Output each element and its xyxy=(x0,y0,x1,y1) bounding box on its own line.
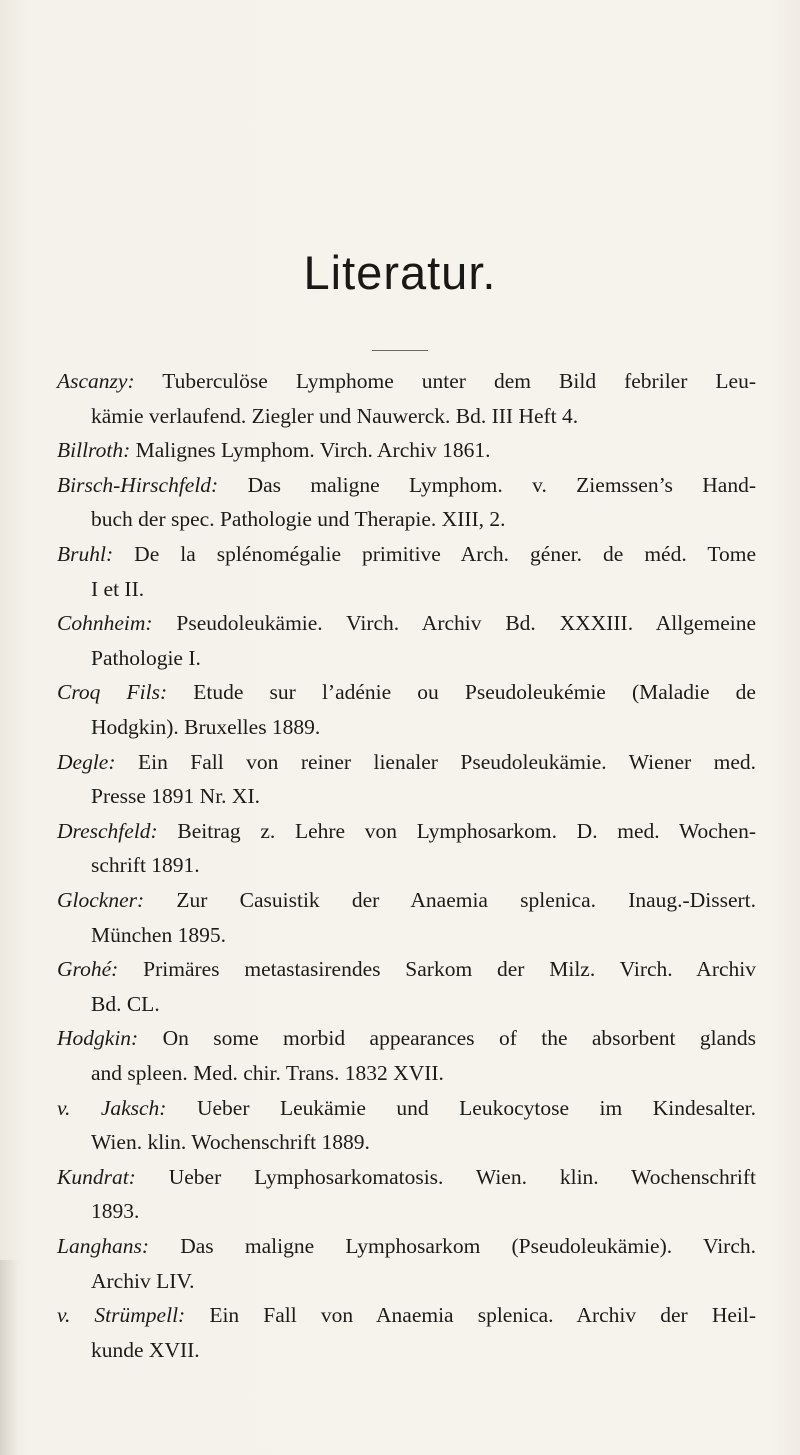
entry-text: buch der spec. Pathologie und Therapie. XIII, 2. xyxy=(91,507,506,532)
entry-first-line xyxy=(57,368,756,395)
entry-author: Birsch-Hirschfeld: xyxy=(57,472,219,497)
entry-first-line xyxy=(57,610,756,637)
entry-text: kunde XVII. xyxy=(91,1337,200,1362)
entry-continuation-line xyxy=(91,1060,444,1087)
entry-continuation-line xyxy=(91,922,226,949)
entry-continuation-line xyxy=(91,403,578,430)
entry-continuation-line xyxy=(91,506,506,533)
entry-text: 1893. xyxy=(91,1199,140,1224)
entry-author: Langhans: xyxy=(57,1234,149,1258)
entry-continuation-line xyxy=(91,1129,370,1156)
entry-text: Wien. klin. Wochenschrift 1889. xyxy=(91,1130,370,1155)
entry-first-line xyxy=(57,956,756,983)
entry-first-line xyxy=(57,541,756,568)
entry-text: Presse 1891 Nr. XI. xyxy=(91,784,260,809)
entry-text: and spleen. Med. chir. Trans. 1832 XVII. xyxy=(91,1060,444,1085)
entry-text: I et II. xyxy=(91,576,145,601)
entry-author: Ascanzy: xyxy=(57,369,135,393)
entry-continuation-line xyxy=(91,714,320,741)
entry-author: Hodgkin: xyxy=(57,1026,139,1051)
entry-continuation-line xyxy=(91,991,160,1018)
entry-text: Malignes Lymphom. Virch. Archiv 1861. xyxy=(135,438,491,463)
entry-first-line xyxy=(57,472,756,499)
entry-text: Zur Casuistik der Anaemia splenica. Inaug.-Dissert. xyxy=(176,888,756,912)
entry-continuation-line xyxy=(91,1268,195,1295)
entry-first-line xyxy=(57,887,756,914)
entry-continuation-line xyxy=(91,576,144,603)
entry-text: Pseudoleukämie. Virch. Archiv Bd. XXXIII. Allgemeine xyxy=(176,611,757,636)
entry-author: Dreschfeld: xyxy=(57,818,158,843)
entry-author: Cohnheim: xyxy=(57,611,153,636)
entry-author: v. Strümpell: xyxy=(57,1303,186,1328)
entry-text: Beitrag z. Lehre von Lymphosarkom. D. med. Wochen- xyxy=(177,818,757,843)
entry-text: Ein Fall von Anaemia splenica. Archiv der Heil- xyxy=(209,1303,756,1328)
entry-first-line xyxy=(57,437,490,464)
entry-author: v. Jaksch: xyxy=(57,1095,167,1120)
entry-text: Pathologie I. xyxy=(91,645,201,670)
entry-text: München 1895. xyxy=(91,922,226,947)
entry-text: Das maligne Lymphosarkom (Pseudoleukämie). Virch. xyxy=(180,1234,756,1258)
entry-text: On some morbid appearances of the absorbent glands xyxy=(162,1026,756,1051)
entry-continuation-line xyxy=(91,1337,200,1364)
entry-text: Etude sur l’adénie ou Pseudoleukémie (Maladie de xyxy=(193,680,756,705)
entry-continuation-line xyxy=(91,783,260,810)
entry-first-line xyxy=(57,1302,756,1329)
entry-first-line xyxy=(57,679,756,706)
entry-text: Ueber Leukämie und Leukocytose im Kindesalter. xyxy=(196,1095,756,1120)
entry-author: Glockner: xyxy=(57,888,145,912)
entry-text: Bd. CL. xyxy=(91,991,160,1016)
entry-author: Kundrat: xyxy=(57,1164,136,1189)
entry-text: schrift 1891. xyxy=(91,853,200,878)
entry-continuation-line xyxy=(91,852,200,879)
entry-first-line xyxy=(57,1095,756,1122)
entry-continuation-line xyxy=(91,1198,139,1225)
page-edge-shadow xyxy=(0,1260,18,1455)
entry-author: Grohé: xyxy=(57,957,119,982)
entry-text: kämie verlaufend. Ziegler und Nauwerck. Bd. III Heft 4. xyxy=(91,403,579,428)
entry-first-line xyxy=(57,749,756,776)
entry-author: Croq Fils: xyxy=(57,680,168,705)
entry-continuation-line xyxy=(91,645,201,672)
entry-text: Ueber Lymphosarkomatosis. Wien. klin. Wochenschrift xyxy=(168,1164,756,1189)
entry-first-line xyxy=(57,1025,756,1052)
title-divider xyxy=(372,350,428,351)
entry-text: Tuberculöse Lymphome unter dem Bild febriler Leu- xyxy=(162,369,756,393)
entry-text: De la splénomégalie primitive Arch. géner. de méd. Tome xyxy=(134,542,756,566)
entry-author: Bruhl: xyxy=(57,542,114,566)
entry-first-line xyxy=(57,818,756,845)
entry-text: Archiv LIV. xyxy=(91,1268,195,1293)
entry-author: Billroth: xyxy=(57,438,131,463)
entry-author: Degle: xyxy=(57,749,116,774)
entry-text: Das maligne Lymphom. v. Ziemssen’s Hand- xyxy=(247,472,756,497)
entry-text: Ein Fall von reiner lienaler Pseudoleukämie. Wiener med. xyxy=(137,749,757,774)
entry-text: Hodgkin). Bruxelles 1889. xyxy=(91,714,321,739)
entry-text: Primäres metastasirendes Sarkom der Milz. Virch. Archiv xyxy=(143,957,756,982)
entry-first-line xyxy=(57,1164,756,1191)
entry-first-line xyxy=(57,1233,756,1260)
page-title: Literatur. xyxy=(303,246,497,299)
